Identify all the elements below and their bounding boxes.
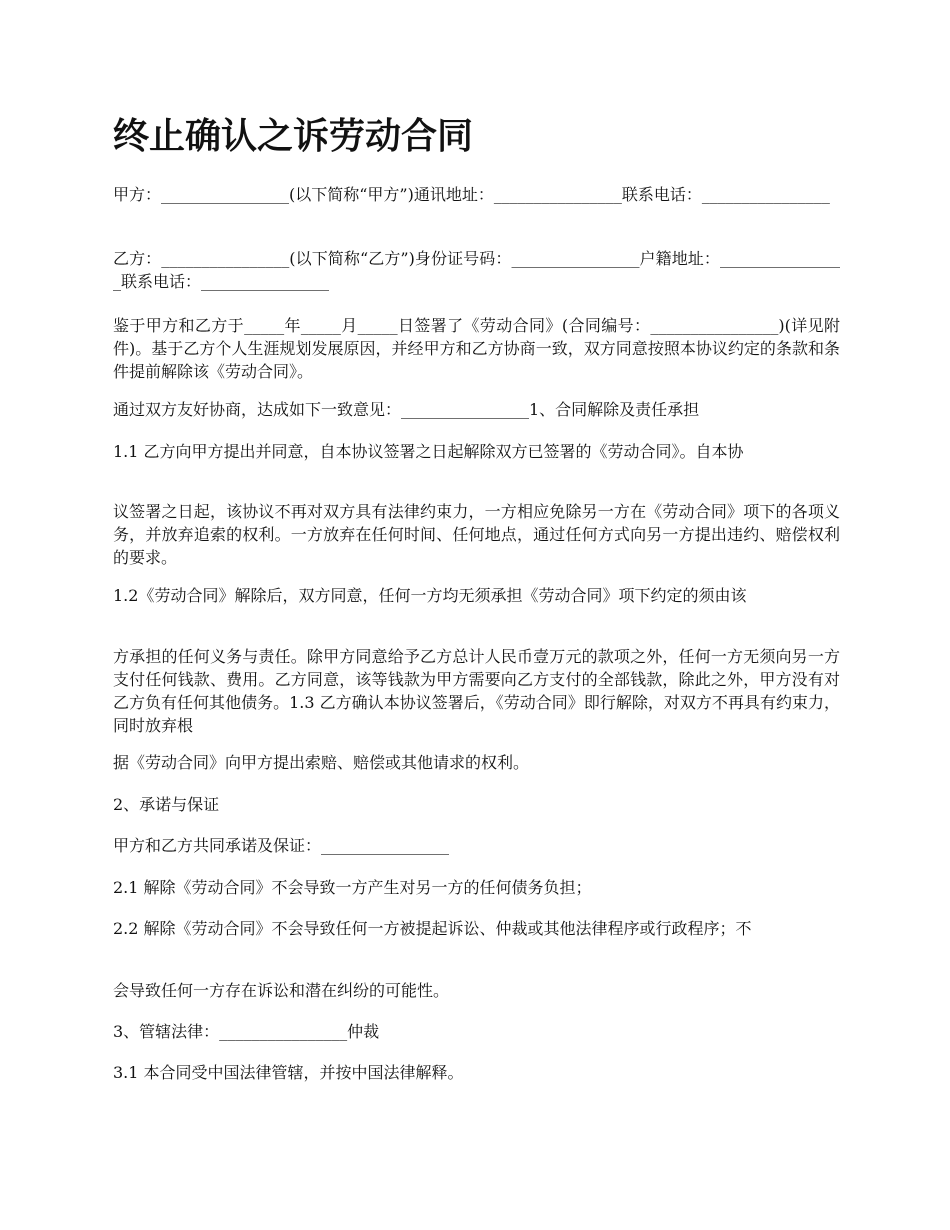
party-b-info: 乙方：________________(以下简称“乙方”)身份证号码：________________户籍地址：________________联系电话：________________ xyxy=(113,249,840,291)
clause-1-1-continued: 议签署之日起，该协议不再对双方具有法律约束力，一方相应免除另一方在《劳动合同》项下的各项义务，并放弃追索的权利。一方放弃在任何时间、任何地点，通过任何方式向另一方提出违约、赔偿权利的要求。 xyxy=(113,502,840,567)
recital-paragraph: 鉴于甲方和乙方于_____年_____月_____日签署了《劳动合同》(合同编号：________________)(详见附件)。基于乙方个人生涯规划发展原因，并经甲方和乙方协商一致，双方同意按照本协议约定的条款和条件提前解除该《劳动合同》。 xyxy=(113,316,840,381)
clause-1-2-continued: 方承担的任何义务与责任。除甲方同意给予乙方总计人民币壹万元的款项之外，任何一方无须向另一方支付任何钱款、费用。乙方同意，该等钱款为甲方需要向乙方支付的全部钱款，除此之外，甲方没有对乙方负有任何其他债务。1.3 乙方确认本协议签署后，《劳动合同》即行解除，对双方不再具有约束力，同时放弃根 xyxy=(113,647,840,735)
clause-1-2: 1.2《劳动合同》解除后，双方同意，任何一方均无须承担《劳动合同》项下约定的须由该 xyxy=(113,586,747,605)
clause-2-2: 2.2 解除《劳动合同》不会导致任何一方被提起诉讼、仲裁或其他法律程序或行政程序；不 xyxy=(113,919,752,938)
clause-1-1: 1.1 乙方向甲方提出并同意，自本协议签署之日起解除双方已签署的《劳动合同》。自本协 xyxy=(113,442,744,461)
party-a-info: 甲方：________________(以下简称“甲方”)通讯地址：________________联系电话：________________ xyxy=(113,185,830,204)
commitment-intro: 甲方和乙方共同承诺及保证：________________ xyxy=(113,836,450,855)
clause-2-2-continued: 会导致任何一方存在诉讼和潜在纠纷的可能性。 xyxy=(113,981,450,1000)
agreement-intro: 通过双方友好协商，达成如下一致意见：________________1、合同解除及责任承担 xyxy=(113,400,700,419)
clause-1-3-continued: 据《劳动合同》向甲方提出索赔、赔偿或其他请求的权利。 xyxy=(113,753,530,772)
document-title: 终止确认之诉劳动合同 xyxy=(113,115,474,157)
clause-2-1: 2.1 解除《劳动合同》不会导致一方产生对另一方的任何债务负担； xyxy=(113,878,592,897)
clause-3-1: 3.1 本合同受中国法律管辖，并按中国法律解释。 xyxy=(113,1063,464,1082)
section-3-heading: 3、管辖法律：________________仲裁 xyxy=(113,1022,380,1041)
section-2-heading: 2、承诺与保证 xyxy=(113,795,220,814)
